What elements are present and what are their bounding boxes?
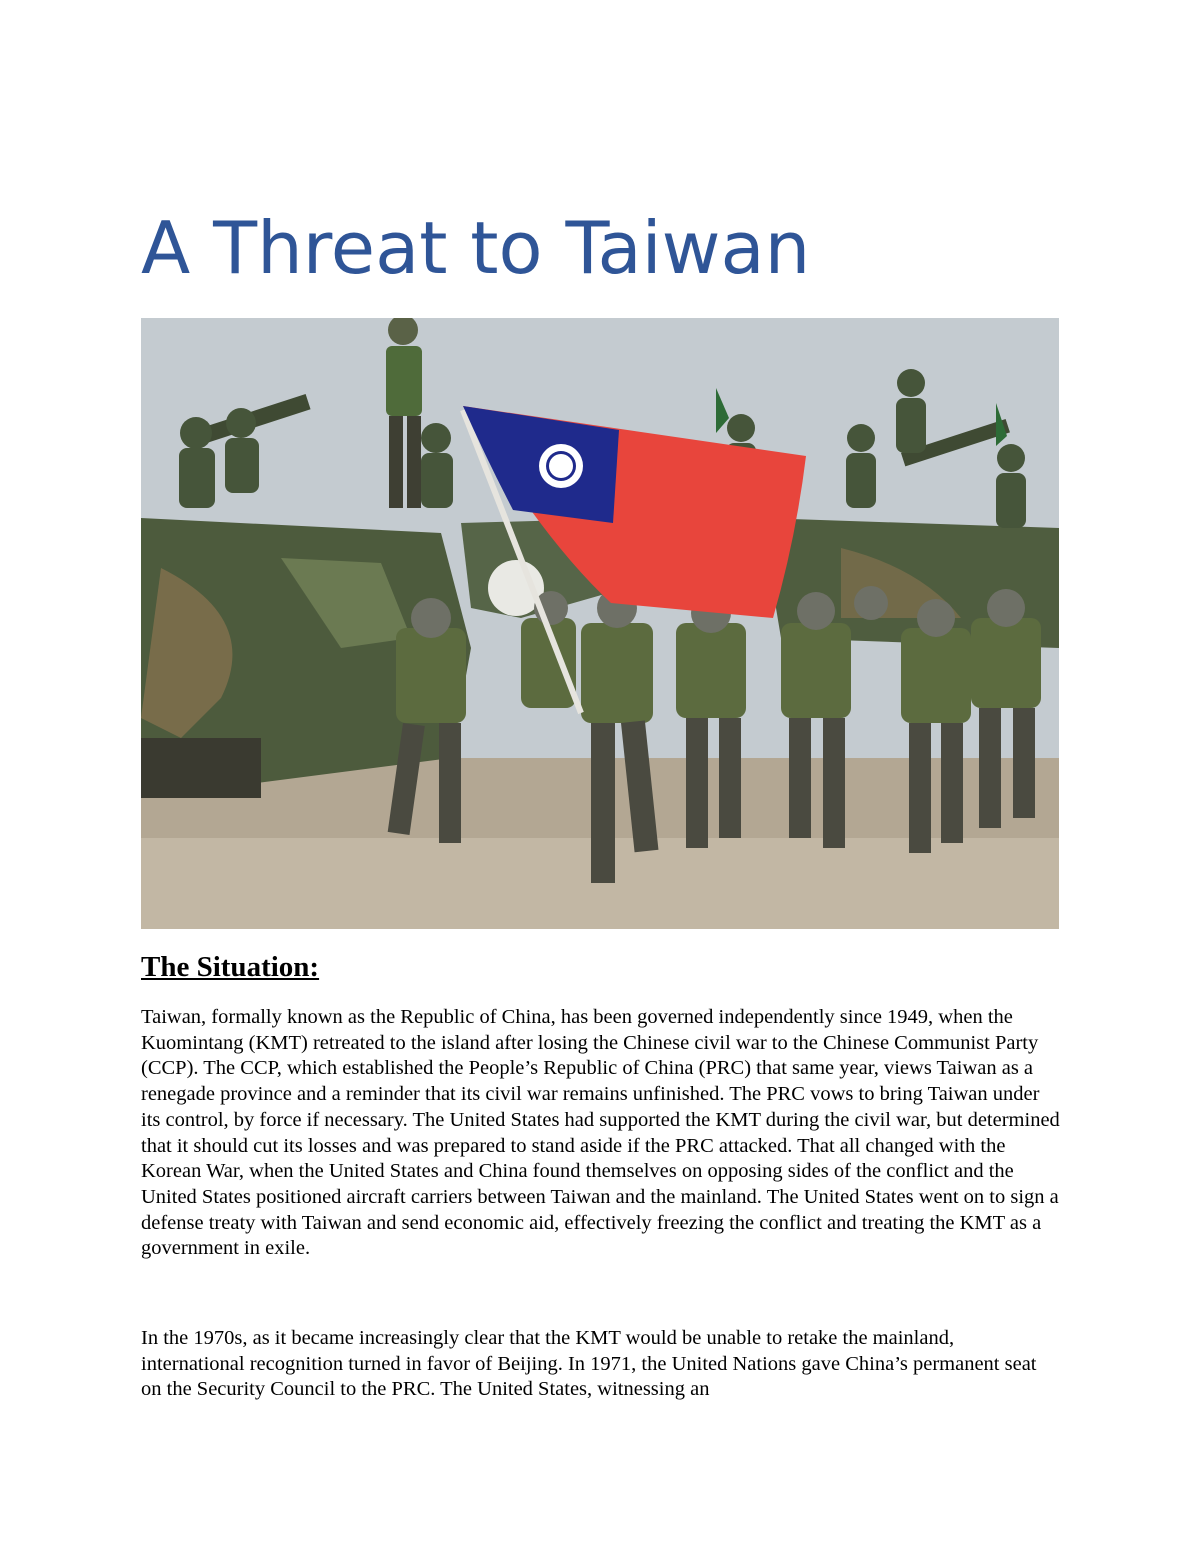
section-heading: The Situation: bbox=[141, 951, 320, 983]
photo-soldiers-with-flag bbox=[141, 318, 1059, 929]
paragraph-2: In the 1970s, as it became increasingly clear that the KMT would be unable to retake the mainland, international recognition turned in favor of Beijing. In 1971, the United Nations gave China’s permanent seat on the Security Council to the PRC. The United States, witnessing an bbox=[141, 1327, 1037, 1401]
page-title: A Threat to Taiwan bbox=[141, 206, 811, 290]
paragraph-1: Taiwan, formally known as the Republic of China, has been governed independently since 1949, when the Kuomintang (KMT) retreated to the island after losing the Chinese civil war to the Chinese Communist Party (CCP). The CCP, which established the People’s Republic of China (PRC) that same year, views Taiwan as a renegade province and a reminder that its civil war remains unfinished. The PRC vows to bring Taiwan under its control, by force if necessary. The United States had supported the KMT during the civil war, but determined that it should cut its losses and was prepared to stand aside if the PRC attacked. That all changed with the Korean War, when the United States and China found themselves on opposing sides of the conflict and the United States positioned aircraft carriers between Taiwan and the mainland. The United States went on to sign a defense treaty with Taiwan and send economic aid, effectively freezing the conflict and treating the KMT as a government in exile. bbox=[141, 1006, 1060, 1260]
photo-illustration bbox=[141, 318, 1059, 929]
